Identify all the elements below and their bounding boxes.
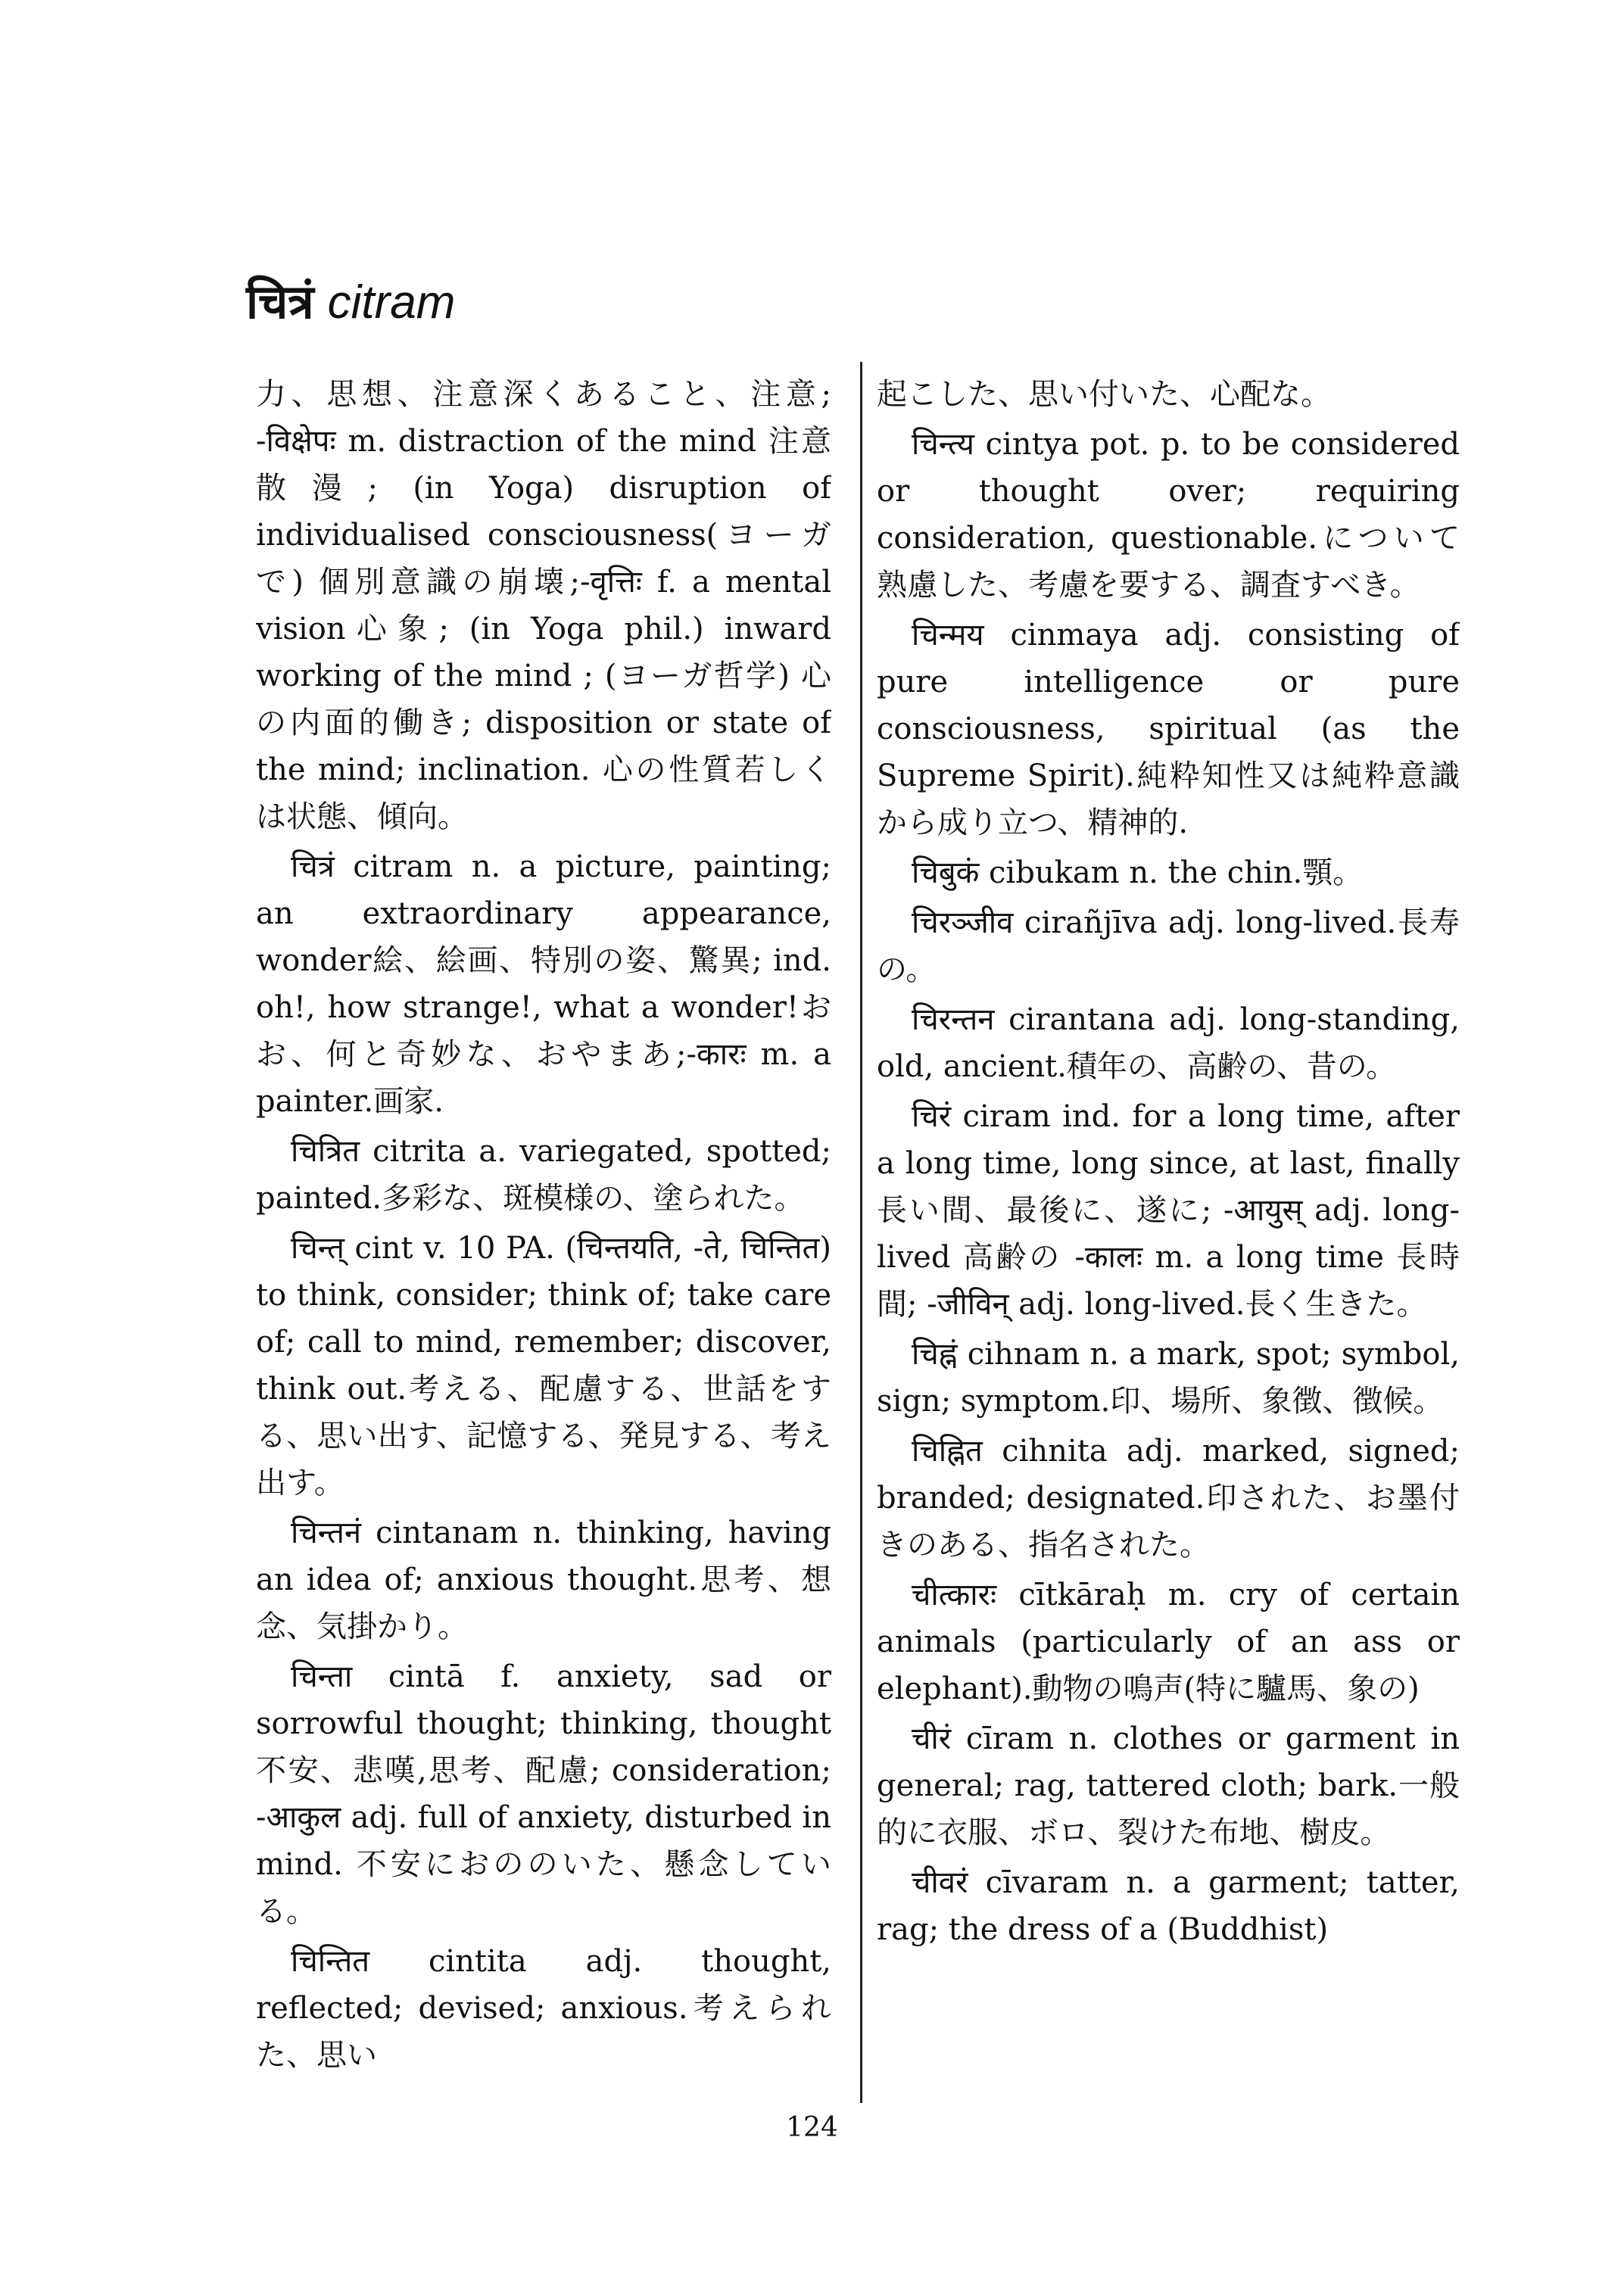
header-devanagari: चित्रं: [246, 274, 314, 329]
entry-cinta: चिन्ता cintā f. anxiety, sad or sorrowful thought; thinking, thought 不安、悲嘆,思考、配慮; consideration; -आकुल adj. full of anxiety, disturbed in mind. 不安におののいた、懸念している。: [256, 1659, 831, 1929]
column-divider: [860, 362, 862, 2103]
entry-continuation: 力、思想、注意深くあること、注意; -विक्षेपः m. distraction of the mind 注意散漫; (in Yoga) disruption of individualised consciousness(ヨーガで) 個別意識の崩壊;-वृत्तिः f. a mental vision心象; (in Yoga phil.) inward working of the mind ; (ヨーガ哲学) 心の内面的働き; disposition or state of the mind; inclination. 心の性質若しくは状態、傾向。: [256, 377, 831, 834]
entry-cintita: चिन्तित cintita adj. thought, reflected; devised; anxious.考えられた、思い: [256, 1944, 831, 2073]
entry-citrita: चित्रित citrita a. variegated, spotted; painted.多彩な、斑模様の、塗られた。: [256, 1134, 831, 1216]
entry-civaram: चीवरं cīvaram n. a garment; tatter, rag; the dress of a (Buddhist): [877, 1865, 1460, 1947]
entry-ciram-cloth: चीरं cīram n. clothes or garment in general; rag, tattered cloth; bark.一般的に衣服、ボロ、裂けた布地、樹皮。: [877, 1721, 1460, 1850]
header-roman: citram: [327, 276, 456, 329]
entry-cintanam: चिन्तनं cintanam n. thinking, having an idea of; anxious thought.思考、想念、気掛かり。: [256, 1516, 831, 1644]
entry-cirantana: चिरन्तन cirantana adj. long-standing, old, ancient.積年の、高齢の、昔の。: [877, 1002, 1460, 1084]
entry-cint: चिन्त् cint v. 10 PA. (चिन्तयति, -ते, चिन्तित) to think, consider; think of; take care of; call to mind, remember; discover, think out.考える、配慮する、世話をする、思い出す、記憶する、発見する、考え出す。: [256, 1231, 831, 1500]
right-column: [877, 371, 1460, 2082]
entry-ciranjiva: चिरञ्जीव cirañjīva adj. long-lived.長寿の。: [877, 905, 1460, 987]
entry-ciram: चिरं ciram ind. for a long time, after a long time, long since, at last, finally 長い間、最後に、遂に; -आयुस् adj. long-lived 高齢の -कालः m. a long time 長時間; -जीविन् adj. long-lived.長く生きた。: [877, 1099, 1460, 1322]
entry-cihnita: चिह्नित cihnita adj. marked, signed; branded; designated.印された、お墨付きのある、指名された。: [877, 1434, 1460, 1562]
entry-citkarah: चीत्कारः cītkāraḥ m. cry of certain animals (particularly of an ass or elephant).動物の鳴声(特に驢馬、象の): [877, 1578, 1460, 1706]
entry-cintita-continuation: 起こした、思い付いた、心配な。: [877, 377, 1331, 412]
entry-cibukam: चिबुकं cibukam n. the chin.顎。: [912, 855, 1364, 890]
left-column: [256, 371, 831, 2082]
running-header: [246, 274, 456, 329]
entry-cihnam: चिह्नं cihnam n. a mark, spot; symbol, sign; symptom.印、場所、象徴、徴候。: [877, 1337, 1460, 1419]
page-number: 124: [786, 2112, 838, 2143]
entry-citram: चित्रं citram n. a picture, painting; an extraordinary appearance, wonder絵、絵画、特別の姿、驚異; ind. oh!, how strange!, what a wonder!おお、何と奇妙な、おやまあ;-कारः m. a painter.画家.: [256, 849, 831, 1119]
entry-cinmaya: चिन्मय cinmaya adj. consisting of pure intelligence or pure consciousness, spiritual (as the Supreme Spirit).純粋知性又は純粋意識から成り立つ、精神的.: [877, 618, 1460, 840]
entry-cintya: चिन्त्य cintya pot. p. to be considered or thought over; requiring consideration, questionable.について熟慮した、考慮を要する、調査すべき。: [877, 427, 1460, 603]
